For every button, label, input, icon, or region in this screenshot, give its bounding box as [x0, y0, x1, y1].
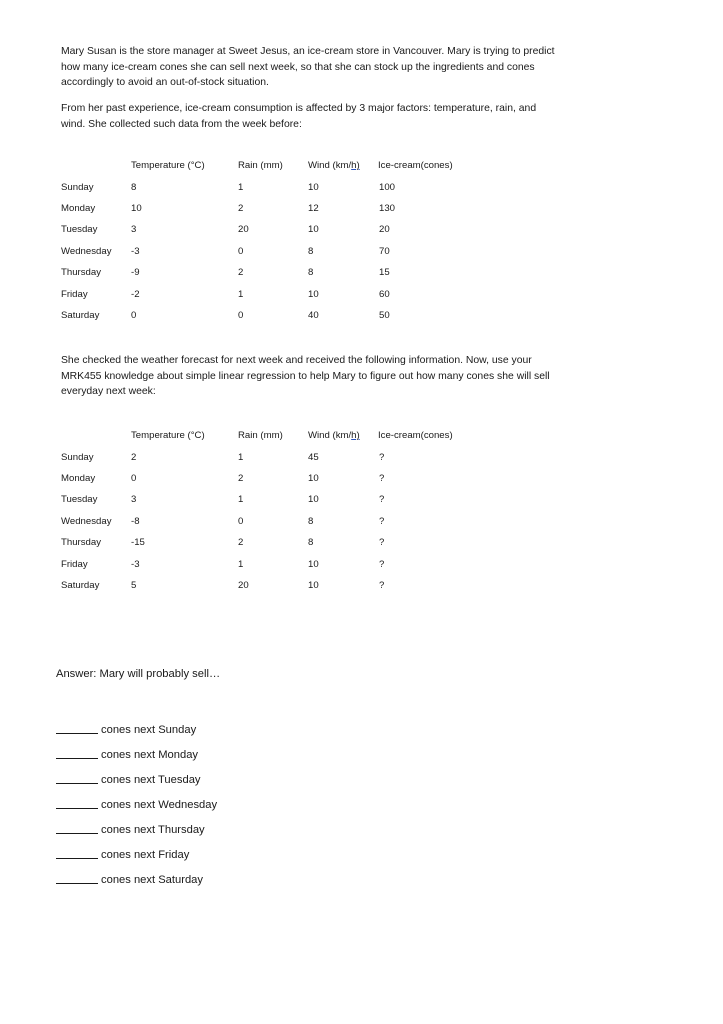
answer-line-label: cones next Monday	[101, 748, 199, 761]
header-wind-unit: h)	[351, 160, 360, 172]
day-cell: Monday	[61, 472, 96, 484]
cones-cell: 50	[379, 309, 390, 321]
table-row	[61, 446, 468, 467]
temperature-cell: -8	[131, 515, 140, 527]
answer-blank[interactable]	[56, 823, 98, 834]
answer-line-label: cones next Friday	[101, 848, 190, 861]
rain-cell: 1	[238, 494, 244, 506]
cones-cell: ?	[379, 451, 385, 463]
table-row	[61, 262, 468, 283]
temperature-cell: 3	[131, 224, 137, 236]
answer-line	[56, 767, 217, 792]
next-week-table	[61, 425, 468, 596]
day-cell: Wednesday	[61, 245, 112, 257]
table-row	[61, 532, 468, 553]
wind-cell: 10	[308, 558, 319, 570]
answer-line	[56, 717, 217, 742]
wind-cell: 40	[308, 309, 319, 321]
header-ice-cream: Ice-cream(cones)	[378, 160, 453, 172]
day-cell: Saturday	[61, 309, 100, 321]
temperature-cell: -9	[131, 267, 140, 279]
answer-line	[56, 867, 217, 892]
temperature-cell: -2	[131, 288, 140, 300]
answer-heading: Answer: Mary will probably sell…	[56, 668, 221, 680]
past-week-table	[61, 155, 468, 326]
table-header-row	[61, 155, 468, 176]
temperature-cell: 2	[131, 451, 137, 463]
table-row	[61, 198, 468, 219]
answer-line-label: cones next Tuesday	[101, 773, 201, 786]
rain-cell: 0	[238, 515, 244, 527]
table-row	[61, 305, 468, 326]
answer-line-label: cones next Sunday	[101, 723, 197, 736]
header-ice-cream: Ice-cream(cones)	[378, 430, 453, 442]
header-wind	[308, 155, 378, 176]
cones-cell: 20	[379, 224, 390, 236]
day-cell: Sunday	[61, 451, 94, 463]
wind-cell: 10	[308, 288, 319, 300]
table-row	[61, 219, 468, 240]
wind-cell: 10	[308, 224, 319, 236]
table-row	[61, 468, 468, 489]
rain-cell: 2	[238, 537, 244, 549]
wind-cell: 10	[308, 472, 319, 484]
wind-cell: 8	[308, 267, 314, 279]
table-row	[61, 553, 468, 574]
answer-blank[interactable]	[56, 773, 98, 784]
rain-cell: 20	[238, 224, 249, 236]
answer-blank[interactable]	[56, 798, 98, 809]
temperature-cell: -3	[131, 558, 140, 570]
day-cell: Friday	[61, 558, 88, 570]
wind-cell: 8	[308, 245, 314, 257]
answer-blank[interactable]	[56, 848, 98, 859]
rain-cell: 0	[238, 245, 244, 257]
day-cell: Saturday	[61, 579, 100, 591]
cones-cell: ?	[379, 537, 385, 549]
header-wind	[308, 425, 378, 446]
forecast-paragraph: She checked the weather forecast for next week and received the following information. Now, use your MRK455 knowledge about simple linear regression to help Mary to figure out how many cones she will sell everyday next week:	[61, 355, 550, 397]
cones-cell: 15	[379, 267, 390, 279]
intro-paragraph-2: From her past experience, ice-cream consumption is affected by 3 major factors: temperature, rain, and wind. She collected such data from the week before:	[61, 103, 537, 130]
header-day	[61, 425, 131, 446]
day-cell: Thursday	[61, 537, 101, 549]
cones-cell: ?	[379, 494, 385, 506]
temperature-cell: 3	[131, 494, 137, 506]
wind-cell: 10	[308, 579, 319, 591]
rain-cell: 0	[238, 309, 244, 321]
day-cell: Tuesday	[61, 224, 98, 236]
header-day	[61, 155, 131, 176]
answer-line	[56, 792, 217, 817]
header-rain: Rain (mm)	[238, 160, 283, 172]
header-wind-prefix: Wind (km/	[308, 430, 352, 442]
rain-cell: 1	[238, 288, 244, 300]
answer-line	[56, 742, 217, 767]
wind-cell: 10	[308, 181, 319, 193]
answer-blank[interactable]	[56, 723, 98, 734]
answer-line-label: cones next Thursday	[101, 823, 205, 836]
answer-blank[interactable]	[56, 873, 98, 884]
day-cell: Sunday	[61, 181, 94, 193]
day-cell: Friday	[61, 288, 88, 300]
temperature-cell: 10	[131, 202, 142, 214]
answer-line	[56, 842, 217, 867]
rain-cell: 20	[238, 579, 249, 591]
table-row	[61, 176, 468, 197]
day-cell: Monday	[61, 202, 96, 214]
header-temperature: Temperature (°C)	[131, 430, 205, 442]
answer-blank[interactable]	[56, 748, 98, 759]
rain-cell: 1	[238, 558, 244, 570]
rain-cell: 1	[238, 451, 244, 463]
cones-cell: 60	[379, 288, 390, 300]
answer-list	[56, 717, 217, 892]
rain-cell: 2	[238, 267, 244, 279]
day-cell: Tuesday	[61, 494, 98, 506]
cones-cell: ?	[379, 558, 385, 570]
temperature-cell: -15	[131, 537, 145, 549]
table-row	[61, 489, 468, 510]
wind-cell: 8	[308, 537, 314, 549]
table-row	[61, 283, 468, 304]
table-row	[61, 511, 468, 532]
header-wind-prefix: Wind (km/	[308, 160, 352, 172]
header-wind-unit: h)	[351, 430, 360, 442]
wind-cell: 8	[308, 515, 314, 527]
cones-cell: 70	[379, 245, 390, 257]
rain-cell: 2	[238, 202, 244, 214]
header-temperature: Temperature (°C)	[131, 160, 205, 172]
cones-cell: ?	[379, 472, 385, 484]
rain-cell: 1	[238, 181, 244, 193]
temperature-cell: 0	[131, 472, 137, 484]
intro-paragraph-1: Mary Susan is the store manager at Sweet Jesus, an ice-cream store in Vancouver. Mary is trying to predict how many ice-cream cones she can sell next week, so that she can stock up the ingredients and cones accordingly to avoid an out-of-stock situation.	[61, 46, 555, 88]
header-rain: Rain (mm)	[238, 430, 283, 442]
day-cell: Thursday	[61, 267, 101, 279]
temperature-cell: 0	[131, 309, 137, 321]
rain-cell: 2	[238, 472, 244, 484]
cones-cell: ?	[379, 515, 385, 527]
answer-line	[56, 817, 217, 842]
table-row	[61, 575, 468, 596]
table-row	[61, 241, 468, 262]
day-cell: Wednesday	[61, 515, 112, 527]
cones-cell: ?	[379, 579, 385, 591]
temperature-cell: 8	[131, 181, 137, 193]
answer-line-label: cones next Saturday	[101, 873, 203, 886]
table-header-row	[61, 425, 468, 446]
cones-cell: 130	[379, 202, 396, 214]
wind-cell: 45	[308, 451, 319, 463]
cones-cell: 100	[379, 181, 396, 193]
wind-cell: 12	[308, 202, 319, 214]
temperature-cell: -3	[131, 245, 140, 257]
temperature-cell: 5	[131, 579, 137, 591]
answer-line-label: cones next Wednesday	[101, 798, 218, 811]
wind-cell: 10	[308, 494, 319, 506]
